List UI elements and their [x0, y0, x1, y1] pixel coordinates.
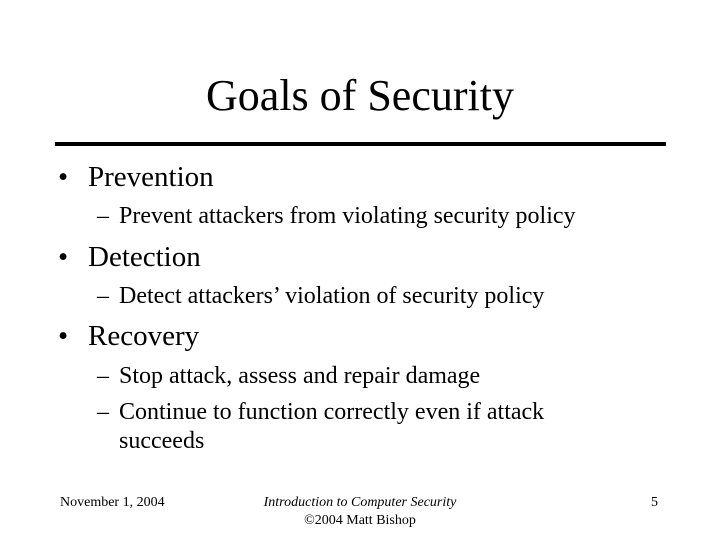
footer-copyright: ©2004 Matt Bishop: [304, 513, 416, 528]
bullet-dot: •: [58, 161, 69, 193]
bullet-dot: •: [58, 241, 69, 273]
bullet-recovery: [58, 319, 199, 353]
slide-title: Goals of Security: [206, 71, 514, 120]
sub-item-continuation: succeeds: [119, 428, 205, 454]
sub-item: [97, 201, 576, 231]
sub-text: Continue to function correctly even if attack: [119, 399, 545, 425]
page-number: 5: [651, 495, 658, 510]
sub-dash: –: [97, 363, 109, 389]
bullet-label: Recovery: [88, 320, 200, 352]
sub-dash: –: [97, 399, 109, 425]
footer-date: November 1, 2004: [60, 495, 165, 510]
title-divider: [55, 142, 666, 146]
footer-center: [210, 494, 510, 530]
bullet-dot: •: [58, 320, 69, 352]
sub-item: [97, 281, 544, 311]
footer-course-title: Introduction to Computer Security: [263, 495, 457, 510]
bullet-label: Detection: [88, 241, 201, 273]
bullet-detection: [58, 240, 201, 274]
sub-text: Prevent attackers from violating security policy: [119, 203, 576, 229]
sub-dash: –: [97, 283, 109, 309]
sub-text: Detect attackers’ violation of security policy: [119, 283, 545, 309]
sub-item: [97, 361, 480, 391]
sub-text: Stop attack, assess and repair damage: [119, 363, 481, 389]
sub-item: [97, 397, 544, 427]
bullet-label: Prevention: [88, 161, 214, 193]
bullet-prevention: [58, 160, 214, 194]
sub-dash: –: [97, 203, 109, 229]
